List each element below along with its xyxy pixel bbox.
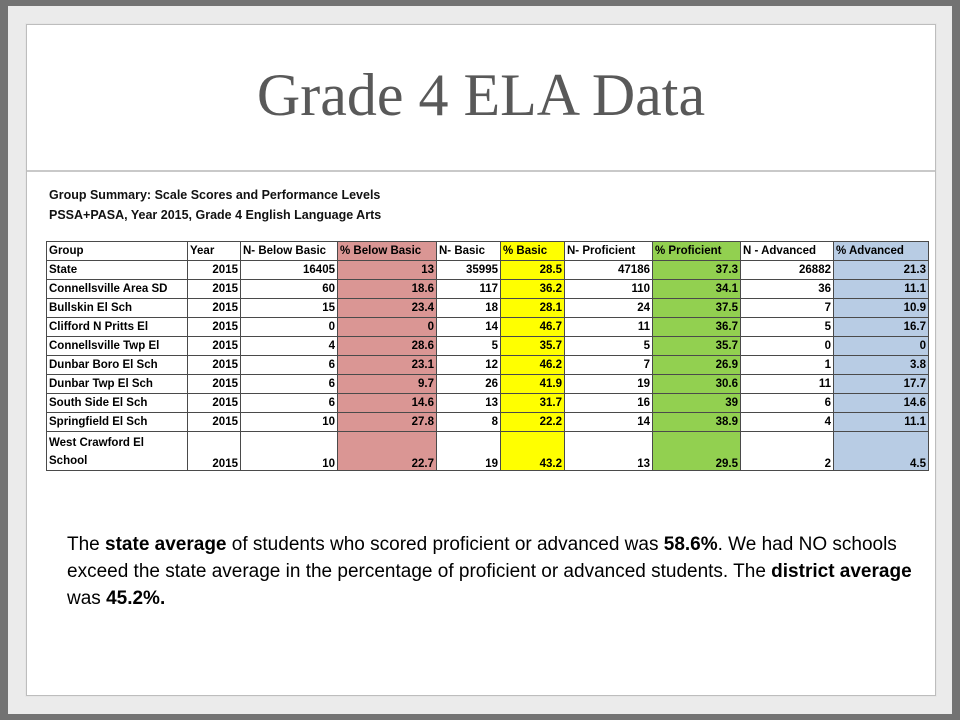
- table-cell: 12: [437, 356, 501, 375]
- table-cell: 1: [741, 356, 834, 375]
- table-cell: 2015: [188, 280, 241, 299]
- table-cell: 26882: [741, 261, 834, 280]
- table-cell: 2015: [188, 337, 241, 356]
- table-cell: 14.6: [834, 394, 929, 413]
- table-cell: 7: [565, 356, 653, 375]
- table-cell: 16405: [241, 261, 338, 280]
- para-text-2: of students who scored proficient or advanced was: [226, 534, 664, 555]
- table-row: [47, 337, 929, 356]
- table-cell: 10: [241, 432, 338, 471]
- table-cell: 26.9: [653, 356, 741, 375]
- table-cell: 110: [565, 280, 653, 299]
- table-cell: 27.8: [338, 413, 437, 432]
- table-cell: 41.9: [501, 375, 565, 394]
- table-cell: 3.8: [834, 356, 929, 375]
- group-name-cell: Dunbar Boro El Sch: [47, 356, 188, 375]
- table-cell: 47186: [565, 261, 653, 280]
- table-row: [47, 413, 929, 432]
- table-cell: 36.7: [653, 318, 741, 337]
- column-header: % Below Basic: [338, 242, 437, 261]
- column-header: N- Proficient: [565, 242, 653, 261]
- table-cell: 37.3: [653, 261, 741, 280]
- column-header: % Advanced: [834, 242, 929, 261]
- group-name-cell: Bullskin El Sch: [47, 299, 188, 318]
- table-cell: 2015: [188, 318, 241, 337]
- group-name-cell: Clifford N Pritts El: [47, 318, 188, 337]
- performance-table: [46, 241, 929, 471]
- table-cell: 10.9: [834, 299, 929, 318]
- table-cell: 0: [241, 318, 338, 337]
- summary-paragraph: [67, 531, 917, 612]
- group-name-cell: Dunbar Twp El Sch: [47, 375, 188, 394]
- column-header: Group: [47, 242, 188, 261]
- column-header: % Proficient: [653, 242, 741, 261]
- table-cell: 117: [437, 280, 501, 299]
- table-cell: 36: [741, 280, 834, 299]
- table-cell: 5: [741, 318, 834, 337]
- column-header: N- Below Basic: [241, 242, 338, 261]
- table-cell: 43.2: [501, 432, 565, 471]
- table-cell: 11: [741, 375, 834, 394]
- table-cell: 16.7: [834, 318, 929, 337]
- table-cell: 31.7: [501, 394, 565, 413]
- para-bold-state-percent: 58.6%: [663, 534, 718, 555]
- para-text-3: . We had NO schools exceed the state average in the percentage of proficient or advanced students. The: [67, 534, 897, 582]
- table-cell: 2015: [188, 261, 241, 280]
- para-bold-district-percent: 45.2%.: [106, 588, 166, 609]
- table-cell: 46.7: [501, 318, 565, 337]
- column-header: % Basic: [501, 242, 565, 261]
- table-cell: 23.4: [338, 299, 437, 318]
- column-header: N - Advanced: [741, 242, 834, 261]
- table-cell: 30.6: [653, 375, 741, 394]
- table-cell: 10: [241, 413, 338, 432]
- para-text-1: The: [67, 534, 106, 555]
- table-cell: 5: [565, 337, 653, 356]
- caption-line-1: Group Summary: Scale Scores and Performance Levels: [49, 188, 381, 202]
- para-bold-state-average: state average: [105, 534, 227, 555]
- para-bold-district-average: district average: [771, 561, 912, 582]
- table-header-row: [47, 242, 929, 261]
- group-name-cell: West Crawford El School: [47, 432, 188, 471]
- group-name-cell: Connellsville Twp El: [47, 337, 188, 356]
- table-cell: 5: [437, 337, 501, 356]
- table-cell: 0: [834, 337, 929, 356]
- table-cell: 2015: [188, 375, 241, 394]
- table-cell: 29.5: [653, 432, 741, 471]
- table-cell: 2015: [188, 356, 241, 375]
- table-cell: 22.7: [338, 432, 437, 471]
- table-cell: 4: [741, 413, 834, 432]
- table-row: [47, 299, 929, 318]
- table-cell: 2015: [188, 299, 241, 318]
- table-cell: 38.9: [653, 413, 741, 432]
- table-cell: 11: [565, 318, 653, 337]
- table-cell: 6: [241, 394, 338, 413]
- table-cell: 19: [437, 432, 501, 471]
- table-cell: 6: [741, 394, 834, 413]
- table-row: [47, 280, 929, 299]
- table-cell: 22.2: [501, 413, 565, 432]
- table-cell: 24: [565, 299, 653, 318]
- table-cell: 4.5: [834, 432, 929, 471]
- table-cell: 13: [565, 432, 653, 471]
- table-cell: 46.2: [501, 356, 565, 375]
- table-cell: 34.1: [653, 280, 741, 299]
- column-header: N- Basic: [437, 242, 501, 261]
- table-cell: 28.1: [501, 299, 565, 318]
- table-cell: 35.7: [501, 337, 565, 356]
- table-row: [47, 261, 929, 280]
- table-cell: 39: [653, 394, 741, 413]
- table-cell: 37.5: [653, 299, 741, 318]
- table-cell: 0: [741, 337, 834, 356]
- table-cell: 6: [241, 375, 338, 394]
- table-cell: 2015: [188, 394, 241, 413]
- table-cell: 2015: [188, 432, 241, 471]
- slide-title: Grade 4 ELA Data: [256, 62, 706, 128]
- table-cell: 23.1: [338, 356, 437, 375]
- table-cell: 14: [565, 413, 653, 432]
- table-row: [47, 394, 929, 413]
- caption-line-2: PSSA+PASA, Year 2015, Grade 4 English Language Arts: [49, 208, 382, 222]
- table-cell: 15: [241, 299, 338, 318]
- table-cell: 11.1: [834, 280, 929, 299]
- table-cell: 28.5: [501, 261, 565, 280]
- table-cell: 13: [437, 394, 501, 413]
- table-cell: 14.6: [338, 394, 437, 413]
- table-cell: 2: [741, 432, 834, 471]
- group-name-cell: Connellsville Area SD: [47, 280, 188, 299]
- table-cell: 26: [437, 375, 501, 394]
- table-cell: 17.7: [834, 375, 929, 394]
- para-text-4: was: [67, 588, 107, 609]
- table-row: [47, 318, 929, 337]
- column-header: Year: [188, 242, 241, 261]
- group-name-cell: South Side El Sch: [47, 394, 188, 413]
- group-name-cell: Springfield El Sch: [47, 413, 188, 432]
- table-cell: 28.6: [338, 337, 437, 356]
- table-cell: 0: [338, 318, 437, 337]
- table-cell: 7: [741, 299, 834, 318]
- table-cell: 13: [338, 261, 437, 280]
- title-divider: [27, 170, 935, 172]
- table-cell: 16: [565, 394, 653, 413]
- table-cell: 2015: [188, 413, 241, 432]
- table-cell: 60: [241, 280, 338, 299]
- table-cell: 4: [241, 337, 338, 356]
- slide: [26, 24, 936, 696]
- table-cell: 18.6: [338, 280, 437, 299]
- table-row: [47, 432, 929, 471]
- table-cell: 21.3: [834, 261, 929, 280]
- table-caption: [49, 185, 381, 225]
- table-cell: 6: [241, 356, 338, 375]
- table-cell: 36.2: [501, 280, 565, 299]
- table-cell: 8: [437, 413, 501, 432]
- table-cell: 35.7: [653, 337, 741, 356]
- table-row: [47, 375, 929, 394]
- table-row: [47, 356, 929, 375]
- table-cell: 19: [565, 375, 653, 394]
- group-name-cell: State: [47, 261, 188, 280]
- table-cell: 11.1: [834, 413, 929, 432]
- table-cell: 18: [437, 299, 501, 318]
- table-cell: 14: [437, 318, 501, 337]
- table-cell: 9.7: [338, 375, 437, 394]
- table-cell: 35995: [437, 261, 501, 280]
